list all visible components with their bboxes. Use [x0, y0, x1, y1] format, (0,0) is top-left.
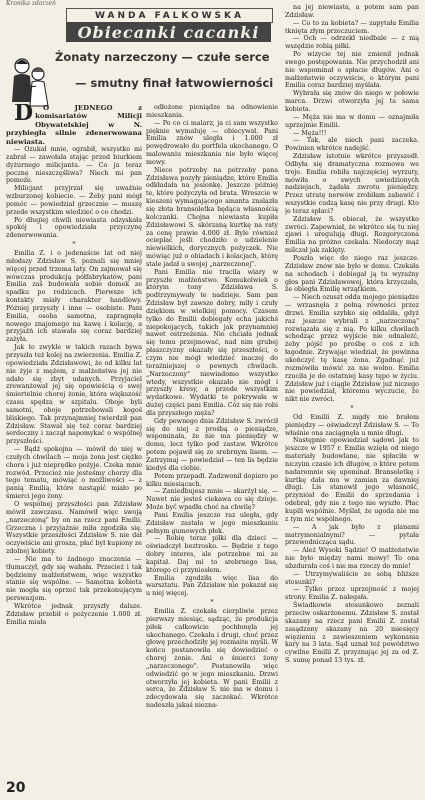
paragraph: — Niech ozuszt odda mojego pieniądze — wrzasnęła z pełną równości przez drzwi. Emilia szybko się oddaliła, gdyż raz jeszcze wybrali z „narzeczoną" rozwiązała się z nią. Po kilku chwilach schodząc przez wyjście nie odnaleźć, żeby pójść po prośbę o coś z ich łagodnie. Zrywając wiedział, że powinna ukończyć tę kasę żona. Zgadnąć już rozmówiła mówić za nie wolno. Emilia rzuciła je do ostatniej kasy tępo w życiu. Zdzisław już i ciągle Zdzisław już niczego nie powiedział, któremu wyczucie, że nikt nie zwróci.	[285, 294, 419, 404]
text-column-2	[146, 104, 278, 774]
section-separator: *	[350, 405, 354, 413]
paragraph: — Po co ci malarz, ja ci sam wszystko pięknie wymaluję — obiecywał. Pani Emilia znów uległa i 1.000 zł powędrowało do portfela ukochanego. O malowaniu mieszkania nie było więcej mowy.	[146, 119, 278, 166]
text-column-1	[6, 104, 142, 774]
paragraph: — Zaniedbujesz mnie — skarżył się. — Nawet nie jesteś ciekawa co się dzieje. Może być wpadła choć na chwilę?	[146, 488, 278, 512]
paragraph: Po wizycie tej nie zmienił jednak swego postępowania. Nie przychodził ani nie wspominał o spłacie długów. Ani o małżeństwie oczywiście, o którym pani Emilia coraz bardziej myślała.	[285, 51, 419, 90]
drop-cap: D	[14, 104, 34, 126]
paragraph: Potem przepadł. Zadzwonił dopiero po kilku miesiącach.	[146, 472, 278, 488]
paragraph: Zdzisław S. obiecał, że wszystko zwróci. Zapewniał, że wkrótce się tu niej zjawi i uregulują długi. Rozgoryczona Emilia na próżno czekała. Niedoczy mąż milczał jak zaklęty.	[285, 215, 419, 255]
paragraph: Emilia Z. czekała cierpliwie przez pierwszy miesiąc, sądząc, że produkcja piłek całkowicie pochłonęła jej ukochanego. Czekała i drugi, choć przez głowę przechodziły jej rozmaite myśli. W końcu postanowiła się dowiedzieć o chorej żonie. Ani o śmierci żony „narzeczonego". Postanowiła więc odwiedzić go w jego mieszkaniu. Drzwi otworzyła jej kobieta. W pani Emilii z serca, że Zdzisław S. nie ma w domu i zdecydowała się zaczekać. Wkrótce nadeszła jakaś niezna-	[146, 608, 278, 710]
section-tag: Kronika zdarzeń	[6, 0, 56, 7]
paragraph: Pani Emilia jeszcze raz uległa, gdy Zdzisław zastała w jego mieszkaniu pełnym gumowych płek.	[146, 511, 278, 535]
paragraph: Od Emilii Z. nigdy nie brałem pieniędzy — oświadczył Zdzisław S. — To właśnie ona zaciągnęła u mnie długi.	[285, 413, 419, 437]
paragraph: Milicjant przyjrzał się uważnie wzburzonej kobiecie. — Żeby pani mógł pomóc — powiedział grzecznie — muszę przede wszystkim wiedzieć o co chodzi.	[6, 185, 142, 216]
paragraph: — Ależ Wysoki Sądzie! O małżeństwie nie było między nami mowy! To ona ubzdurała coś i nie ma rzeczy do mnie!	[285, 547, 419, 570]
paragraph: — Męża nie ma w domu — oznajmiła uprzejmie Emilii.	[285, 113, 419, 129]
article-subtitle-1: Żonaty narzeczony — czułe serce	[55, 50, 270, 64]
paragraph: Gdy pewnego dnia Zdzisław S. zwrócił się do niej z prośbą o pieniądze, wspominała, że nie ma pieniędzy w domu, lecz tylko pod zastaw. Wkrótce potem pojawił się ze srebrnym lisem. — Zatrzymaj — powiedział — ten lis będzie kiedyś dla ciebie.	[146, 417, 278, 472]
section-separator: *	[210, 599, 214, 607]
paragraph: — Nie ma to żadnego znaczenia — tłumaczył, gdy się wahała. Przecież i tak będziemy małżeństwem, więc wszystko stanie się wspólne. — Samotna kobieta nie mogła się oprzeć tak przekonującym perswazjom.	[6, 555, 142, 603]
paragraph: — Co to za kobieta? — zapytała Emilia tknięta złym przeczuciem.	[285, 19, 419, 35]
paragraph: — Utrzymywaliście ze sobą bliższe stosunki?	[285, 570, 419, 586]
paragraph: Następnie opowiedział sądowi jak to jeszcze w 1957 r. Emilia wzięła od niego materiały budowlane, nie spłaciła w niczyim czasie ich długów, o które potem nadaremnie się upominał. Bransoletkę i kurtkę dała mu w zamian za dawniej długi. Lis stanowił jego własność, przyniósł do Emilii do sprzedania i odebrał, gdy nie z tego nie wyszło. Płac kupili wspólnie. Myślał, że ugoda nie ma z tym nic wspólnego.	[285, 437, 419, 523]
paragraph: Po długiej chwili niewiasta odzyskała spokój i opowiedziała przyczynę zdenerwowania.	[6, 216, 142, 240]
paragraph: O wspólnej przyszłości pan Zdzisław mówił zawczasu. Namówił więc swoją „narzeczoną" by on na rzecz pani Emilii. Grzeczna i przyjaźnie miła zgodziła się. Wszystkie przeszłości Zdzisław S. nie dał oczywiście ani grosza, płać był kupiony ze zdolnej kobiety.	[6, 501, 142, 556]
text-column-3	[285, 4, 419, 784]
paragraph: — Robię teraz piłki dla dzieci — oświadczył beztrosko. — Będzie z tego dobry interes, ale potrzebne mi ze kapitał. Daj mi to srebrnego lisa, którego ci przyniosłem.	[146, 535, 278, 574]
paragraph: Niece potrzeby na potrzeby pana Zdzisława pozyły pieniądze, które Emilia odkładała na jesionkę. Jeszcze później te, które pożyczyła od brata. Wreszcie w kieszeni wymagającego amanta znalazła się złota bransoletka będąca własnością kolczanki. Chojna niewiasta kupiła Zdzisławowi S. skórzaną kurtkę na raty za cenę prawie 4.000 zł. Byle również ocieplać jeśli chodziło o udzielenie niewielkich, dorycznych pożyczek. Nie mówiąc już o obiadach i kolacjach, którę stale jadał u swojej „narzeczonej".	[146, 166, 278, 268]
paragraph: — Ozukał mnie, ograbił, wszystko mi zabrał — zawołała stając przed biurkiem dyżurnego milicjanta. — Co ja teraz pocznę nieszczęśliwa? Niech mi pan pomoże.	[6, 146, 142, 185]
lead-text: O JEDNEGO z komisariatów Milicji Obywatelskiej w N. przybiegła silnie zdenerwowana niewiasta.	[6, 104, 142, 146]
author-byline: WANDA FALKOWSKA	[66, 8, 273, 23]
paragraph: — Męża!!!	[293, 129, 327, 137]
page-number: 20	[6, 780, 26, 796]
paragraph: Wkrótce jednak przyszły dalsze. Zdzisław przebił o pożyczenie 1.000 zł. Emilia miała	[6, 602, 142, 626]
paragraph: Zdzisław istotnie wkrótce przyszedł. Odbyła się dramatyczna rozmowa we troje. Emilia robiła najczęściej wyrzuty, mówiła o swych uwiedzionych nadziejach, żądała zwrotu pieniędzy. Przez utratę nerwów zrobiłam zabawić i wszystkie cudzą kasę nie przy drugi. Kto je teraz spłaci?	[285, 153, 419, 215]
article-title: Obiecanki cacanki	[66, 22, 271, 42]
paragraph: — Tak, ale niech pani zaczeka. Powinien wkrótce nadejść.	[285, 137, 419, 153]
article-subtitle-2: — smutny finał łatwowierności	[75, 76, 274, 90]
section-separator: *	[72, 241, 76, 249]
paragraph: Wybrała się znów do niego w połowie marca. Drzwi otworzyła jej ta sama kobieta.	[285, 90, 419, 113]
paragraph: — Och — odrzekł niedbale — z nią wszędzie robią piłki.	[285, 35, 419, 51]
paragraph: na jej niewiasta, a potem sam pan Zdzisław.	[285, 4, 419, 19]
paragraph: Emilia Z. i o jedenaście lat od niej młodszy Zdzisław S. poznali się mniej więcej przed trzema laty. On zajmował się wówczas produkcją półfabrykatów, pani Emilia zaś budowała sobie domek ze spadku po rodzicach. Pierwsze ich kontakty miały charakter handlowy. Później przyszły i inne — osobiste. Pani Emilia, osoba samotna, zapragnęła nowego znajomego na kawę i kolację, a przyjaźń ich stawała się coraz bardziej zażyła.	[6, 250, 142, 344]
paragraph: — Bądź spokojna — mówił do niej w czułych chwilach — moja żona jest ciężko chora i już nieprędko pożyje. Czeka mnie rozwód. Przecież nie jesteśmy chorzy dla tego tematu, mówiąc o możliwości — z panią Emilią, które nastąpić miało po śmierci jego żony.	[6, 446, 142, 501]
paragraph: Poszła więc do niego raz jeszcze. Zdzisław znów nie było w domu. Czekała na schodach i dobiegał ją tu wyraźny głos pani Zdzisławowej, która krzyczała, że obiegła Emilię wrzątkiem.	[285, 255, 419, 294]
paragraph: Emilia zgodziła więc lisa do warsztatu. Pan Zdzisław nie pokazał się u niej więcej.	[146, 574, 278, 598]
paragraph: Pani Emilia nie tracila wiary w przyszłe małżeństwo. Komukolwiek o którym tony Zdzisława S. podtrzymywały te nadzieje. Sam pan Zdzisław był zawsze dobry, miły i czuły dziękiom w wielkiej pomocy. Czasem tylko do Emilii dobiegały echa jakichś niepokojących, takich jak przynamniej nawet ostrzeżenia. Nie chciała jednak się temu przejmować, nad nim grubej płaszczyzny okazały się przeszłości, o czym nie mógł wiedzieć inaczej do teraźniejszej o pewnych chwilach. „Narzeczony" niewiadomo wszystko wtedy, wszystkie okazało nie mógł i przyszły kresy, a przede wszystkim wydatkowe. Wydatki te pokrywała w dużej części pani Emilia. Cóż się nie robi dla przyszłego męża?	[146, 268, 278, 417]
paragraph: odłożone pieniądze na odnowienie mieszkania.	[146, 104, 278, 119]
paragraph: — A jak było z planami matrymonialnymi? — pytała przewodnicząca sądu.	[285, 523, 419, 547]
paragraph: — Tylko przez uprzejmość z mojej strony. Emilia Z. nalegała.	[285, 586, 419, 602]
lead-paragraph	[6, 104, 142, 146]
paragraph: Jak to zwykle w takich razach bywa przyszła też kolej na zwierzenia. Emilia Z. opowiedziała Zdzisławowi, że od kilku lat nie żyje z mężem, z małżeństwa jej nie udało się zbyt udanych. Przyjaciel zrewanżował jej się opowieścią o swej śmiertelnie chorej żonie, która większość czasu spędza w szpitalu. Oboje byli samotni, oboje potrzebowali kogoś bliskiego. Tak przynajmniej twierdził pan Zdzisław. Stawał się też coraz bardziej serdeczny i zaczął napomykać o wspólnej przyszłości.	[6, 344, 142, 446]
paragraph: Świadkowie stosunkowo zeznali przeciw oskarżonemu. Zdzisław S. został skazany na rzecz pani Emilii Z. został zasądzony skazany na 20 miesięcy więzienia z zawieszeniem wykonania kary na 3 lata. Sąd uznał też powództwo cywilne Emilii Z. przyznając jej za od Z. S. sumę ponad 13 tys. zł.	[285, 602, 419, 665]
